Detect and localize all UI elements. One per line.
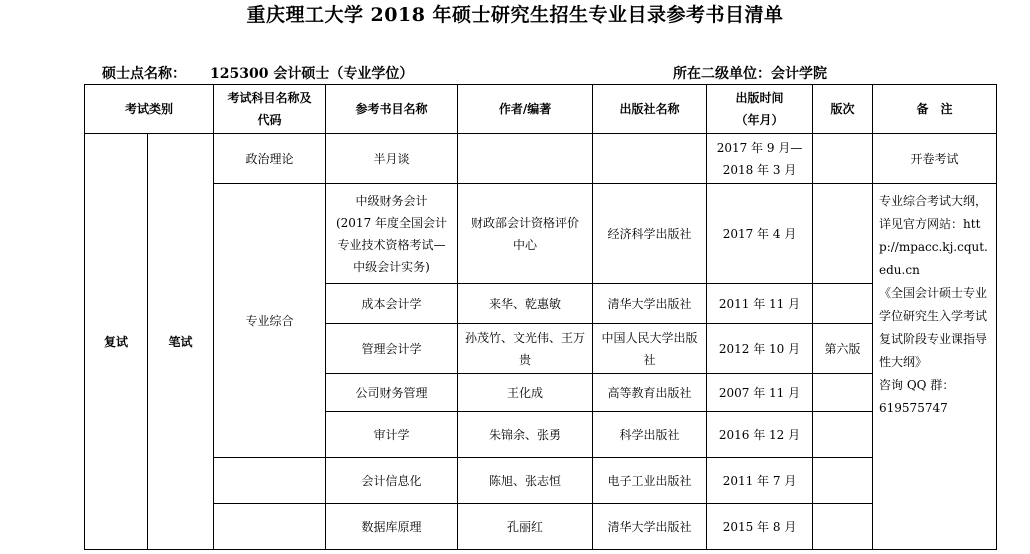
publisher-cell: 电子工业出版社 (593, 458, 707, 504)
book-cell: 中级财务会计 (2017 年度全国会计专业技术资格考试—中级会计实务) (326, 184, 458, 284)
header-author: 作者/编著 (458, 85, 593, 134)
remark-cell: 开卷考试 (873, 134, 997, 184)
publisher-cell (593, 134, 707, 184)
publisher-cell: 清华大学出版社 (593, 504, 707, 550)
publisher-cell: 中国人民大学出版社 (593, 324, 707, 374)
table-row (85, 134, 997, 184)
header-subject: 考试科目名称及代码 (214, 85, 326, 134)
author-cell: 财政部会计资格评价中心 (458, 184, 593, 284)
header-category: 考试类别 (85, 85, 214, 134)
header-date: 出版时间 （年月） (707, 85, 813, 134)
date-cell: 2015 年 8 月 (707, 504, 813, 550)
edition-cell (813, 504, 873, 550)
unit-info (673, 63, 827, 83)
date-cell: 2017 年 4 月 (707, 184, 813, 284)
header-book: 参考书目名称 (326, 85, 458, 134)
page-title: 重庆理工大学 2018 年硕士研究生招生专业目录参考书目清单 (246, 4, 784, 26)
edition-cell (813, 458, 873, 504)
publisher-cell: 高等教育出版社 (593, 374, 707, 412)
publisher-cell: 清华大学出版社 (593, 284, 707, 324)
header-remark: 备 注 (873, 85, 997, 134)
subject-cell (214, 504, 326, 550)
edition-cell: 第六版 (813, 324, 873, 374)
degree-value: 125300 会计硕士（专业学位） (210, 66, 414, 82)
author-cell (458, 134, 593, 184)
degree-info (102, 63, 413, 83)
header-row (85, 85, 997, 134)
date-cell: 2011 年 11 月 (707, 284, 813, 324)
publisher-cell: 经济科学出版社 (593, 184, 707, 284)
date-cell: 2017 年 9 月— 2018 年 3 月 (707, 134, 813, 184)
author-cell: 来华、乾惠敏 (458, 284, 593, 324)
author-cell: 孔丽红 (458, 504, 593, 550)
header-publisher: 出版社名称 (593, 85, 707, 134)
edition-cell (813, 184, 873, 284)
edition-cell (813, 134, 873, 184)
remark-main: 专业综合考试大纲，详见官方网站：http://mpacc.kj.cqut.edu.cn 《全国会计硕士专业学位研究生入学考试复试阶段专业课指导性大纲》 咨询 QQ 群： 619575747 (873, 184, 997, 550)
edition-cell (813, 374, 873, 412)
date-cell: 2011 年 7 月 (707, 458, 813, 504)
category-type: 复试 (85, 134, 148, 550)
edition-cell (813, 412, 873, 458)
author-cell: 王化成 (458, 374, 593, 412)
unit-value: 会计学院 (771, 66, 827, 82)
date-cell: 2016 年 12 月 (707, 412, 813, 458)
subject-cell: 专业综合 (214, 184, 326, 458)
author-cell: 孙茂竹、文光伟、王万贵 (458, 324, 593, 374)
header-edition: 版次 (813, 85, 873, 134)
category-mode: 笔试 (148, 134, 214, 550)
subject-cell: 政治理论 (214, 134, 326, 184)
table-row (85, 504, 997, 550)
date-cell: 2007 年 11 月 (707, 374, 813, 412)
book-cell: 半月谈 (326, 134, 458, 184)
table-row (85, 184, 997, 284)
table-row (85, 458, 997, 504)
book-cell: 成本会计学 (326, 284, 458, 324)
reference-book-table (84, 84, 997, 550)
publisher-cell: 科学出版社 (593, 412, 707, 458)
date-cell: 2012 年 10 月 (707, 324, 813, 374)
book-cell: 数据库原理 (326, 504, 458, 550)
book-cell: 会计信息化 (326, 458, 458, 504)
author-cell: 陈旭、张志恒 (458, 458, 593, 504)
book-cell: 管理会计学 (326, 324, 458, 374)
author-cell: 朱锦余、张勇 (458, 412, 593, 458)
subject-cell (214, 458, 326, 504)
book-cell: 公司财务管理 (326, 374, 458, 412)
edition-cell (813, 284, 873, 324)
degree-label: 硕士点名称： (102, 66, 186, 82)
book-cell: 审计学 (326, 412, 458, 458)
unit-label: 所在二级单位： (673, 66, 771, 82)
